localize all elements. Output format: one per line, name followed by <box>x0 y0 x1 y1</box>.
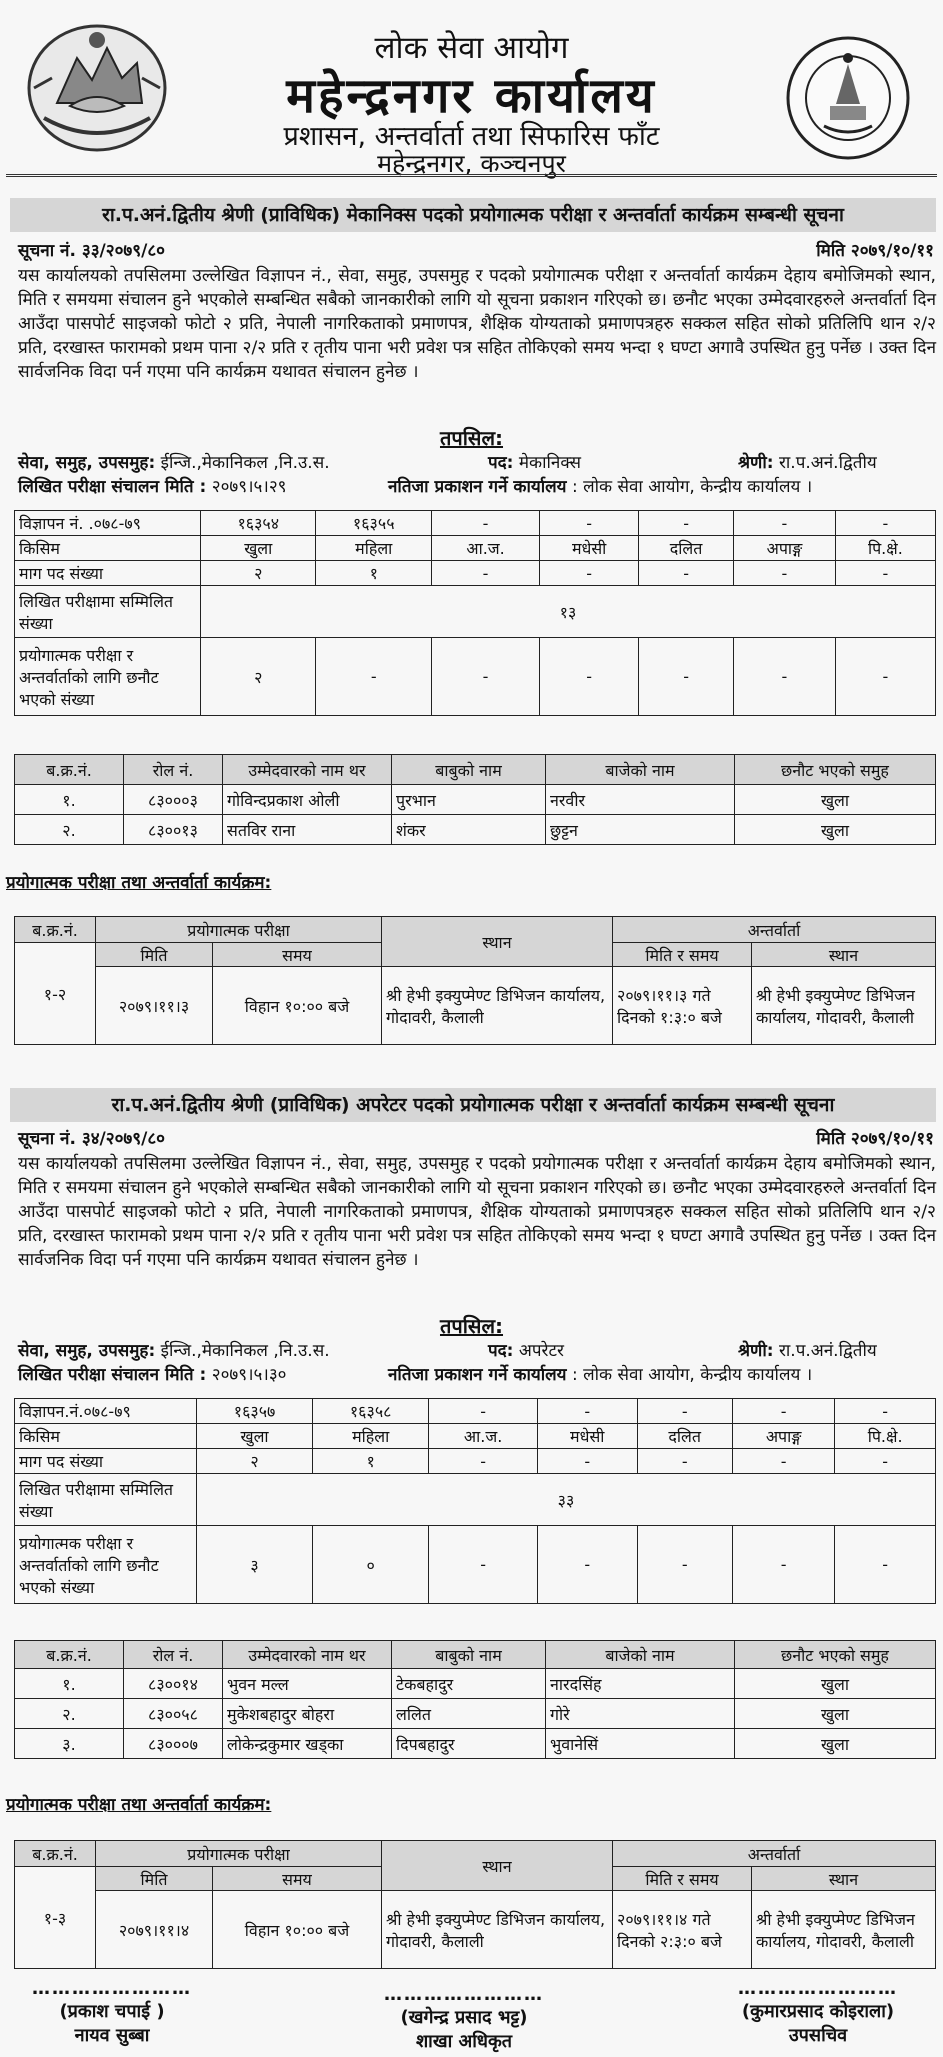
result-office-value: : लोक सेवा आयोग, केन्द्रीय कार्यालय । <box>571 1365 813 1385</box>
table-cell: २. <box>15 1699 124 1729</box>
exam-date-value: २०७९।५।३० <box>211 1365 287 1385</box>
table-cell: - <box>431 638 539 716</box>
column-header: मिति र समय <box>613 1867 752 1891</box>
table-cell: शंकर <box>392 815 546 845</box>
result-office-label: नतिजा प्रकाशन गर्ने कार्यालय <box>388 1365 567 1385</box>
table-cell: श्री हेभी इक्युप्मेण्ट डिभिजन कार्यालय, गोदावरी, कैलाली <box>382 967 613 1045</box>
table-cell: पुरभान <box>392 785 546 815</box>
table-cell: १६३५७ <box>197 1399 313 1424</box>
table-cell: ८३०००३ <box>124 785 223 815</box>
table-cell: खुला <box>735 1729 936 1759</box>
psc-seal-icon <box>784 34 912 162</box>
table-cell: श्री हेभी इक्युप्मेण्ट डिभिजन कार्यालय, गोदावरी, कैलाली <box>752 967 936 1045</box>
table-cell: - <box>537 1399 637 1424</box>
table-cell: मुकेशबहादुर बोहरा <box>223 1699 392 1729</box>
maag-row <box>15 561 936 586</box>
table-row <box>15 785 936 815</box>
table-cell: नरवीर <box>546 785 735 815</box>
table-cell: लिखित परीक्षामा सम्मिलित संख्या <box>15 586 201 638</box>
table-cell: - <box>540 561 639 586</box>
notice-ref-line <box>18 1126 934 1149</box>
table-cell: खुला <box>735 785 936 815</box>
column-header: रोल नं. <box>124 1641 223 1669</box>
column-header: मिति र समय <box>613 943 752 967</box>
commission-name: लोक सेवा आयोग <box>374 30 569 66</box>
table-cell: भुवानेसिं <box>546 1729 735 1759</box>
column-header: स्थान <box>382 1841 613 1891</box>
table-cell: - <box>734 561 836 586</box>
table-cell: १६३५८ <box>313 1399 429 1424</box>
table-cell: ३३ <box>197 1474 936 1526</box>
candidate-table <box>14 754 936 845</box>
table-cell: छुट्टन <box>546 815 735 845</box>
table-cell: २०७९।११।४ <box>96 1891 213 1969</box>
notice-date: मिति २०७९/१०/११ <box>816 241 934 261</box>
column-header: मिति <box>96 1867 213 1891</box>
likhit-row <box>15 1474 936 1526</box>
column-header: स्थान <box>382 917 613 967</box>
table-cell: - <box>637 1526 732 1604</box>
table-cell: - <box>637 1449 732 1474</box>
notice-title: रा.प.अनं.द्वितीय श्रेणी (प्राविधिक) मेकानिक्स पदको प्रयोगात्मक परीक्षा र अन्तर्वार्ता कार्यक्रम सम्बन्धी सूचना <box>10 198 936 232</box>
table-cell: आ.ज. <box>429 1424 538 1449</box>
table-cell: अपाङ्ग <box>734 536 836 561</box>
office-address: महेन्द्रनगर, कञ्चनपुर <box>377 149 566 178</box>
table-cell: अपाङ्ग <box>732 1424 834 1449</box>
table-cell: - <box>639 511 734 536</box>
signature-block-2 <box>354 1984 574 2053</box>
table-cell: महिला <box>316 536 431 561</box>
column-header: रोल नं. <box>124 755 223 785</box>
table-cell: माग पद संख्या <box>15 1449 197 1474</box>
table-cell: १६३५५ <box>316 511 431 536</box>
table-cell: किसिम <box>15 1424 197 1449</box>
seva-value: ईन्जि.,मेकानिकल ,नि.उ.स. <box>160 1341 330 1361</box>
signature-line: …………………… <box>384 1984 544 2005</box>
table-cell: खुला <box>735 1669 936 1699</box>
table-cell: दलित <box>637 1424 732 1449</box>
table-cell: मधेसी <box>537 1424 637 1449</box>
table-cell: ३ <box>197 1526 313 1604</box>
table-cell: - <box>429 1399 538 1424</box>
table-cell: गोरे <box>546 1699 735 1729</box>
schedule-header-row <box>15 1841 936 1867</box>
column-header: प्रयोगात्मक परीक्षा <box>96 1841 382 1867</box>
table-cell: श्री हेभी इक्युप्मेण्ट डिभिजन कार्यालय, गोदावरी, कैलाली <box>752 1891 936 1969</box>
table-cell: - <box>639 561 734 586</box>
section-name: प्रशासन, अन्तर्वार्ता तथा सिफारिस फाँट <box>283 121 660 152</box>
table-row <box>15 815 936 845</box>
table-cell: - <box>637 1399 732 1424</box>
table-row <box>15 1729 936 1759</box>
table-cell: २ <box>197 1449 313 1474</box>
exam-date-label: लिखित परीक्षा संचालन मिति : <box>18 477 207 497</box>
result-office-value: : लोक सेवा आयोग, केन्द्रीय कार्यालय । <box>571 477 813 497</box>
table-cell: १३ <box>201 586 936 638</box>
column-header: बाबुको नाम <box>392 755 546 785</box>
table-cell: - <box>732 1449 834 1474</box>
table-cell: - <box>734 638 836 716</box>
notice-number: सूचना नं. ३४/२०७९/८० <box>18 1129 165 1149</box>
maag-row <box>15 1449 936 1474</box>
adv-row <box>15 1399 936 1424</box>
table-cell: - <box>431 561 539 586</box>
table-cell: खुला <box>735 1699 936 1729</box>
table-cell: - <box>835 511 935 536</box>
table-cell: दिपबहादुर <box>392 1729 546 1759</box>
table-cell: टेकबहादुर <box>392 1669 546 1699</box>
column-header: छनौट भएको समुह <box>735 755 936 785</box>
table-cell: - <box>429 1526 538 1604</box>
column-header: ब.क्र.नं. <box>15 1641 124 1669</box>
table-cell: २०७९।११।३ <box>96 967 213 1045</box>
kisim-row <box>15 536 936 561</box>
tapsil-heading: तपसिल: <box>439 426 504 450</box>
table-cell: १ <box>313 1449 429 1474</box>
column-header: प्रयोगात्मक परीक्षा <box>96 917 382 943</box>
table-cell: खुला <box>197 1424 313 1449</box>
table-cell: महिला <box>313 1424 429 1449</box>
table-cell: १. <box>15 785 124 815</box>
column-header: समय <box>213 943 382 967</box>
table-cell: प्रयोगात्मक परीक्षा र अन्तर्वार्ताको लागि छनौट भएको संख्या <box>15 1526 197 1604</box>
signature-line: …………………… <box>32 1978 192 1999</box>
column-header: ब.क्र.नं. <box>15 755 124 785</box>
header-divider <box>6 174 937 177</box>
advertisement-table <box>14 1398 936 1604</box>
table-cell: - <box>537 1449 637 1474</box>
column-header: बाजेको नाम <box>546 755 735 785</box>
column-header: छनौट भएको समुह <box>735 1641 936 1669</box>
table-cell: १६३५४ <box>201 511 316 536</box>
schedule-header-row <box>15 917 936 943</box>
candidate-header-row <box>15 1641 936 1669</box>
column-header: स्थान <box>752 1867 936 1891</box>
table-cell: विज्ञापन.नं.०७८-७९ <box>15 1399 197 1424</box>
table-cell: दलित <box>639 536 734 561</box>
notice-date: मिति २०७९/१०/११ <box>816 1129 934 1149</box>
notice-ref-line <box>18 238 934 261</box>
table-cell: - <box>540 511 639 536</box>
table-cell: - <box>835 638 935 716</box>
signature-block-1 <box>2 1978 222 2047</box>
pad-label: पद: <box>488 453 514 473</box>
signatory-role: नायव सुब्बा <box>74 2025 150 2046</box>
table-cell: लिखित परीक्षामा सम्मिलित संख्या <box>15 1474 197 1526</box>
letterhead <box>0 0 943 178</box>
column-header: बाजेको नाम <box>546 1641 735 1669</box>
signatory-name: (खगेन्द्र प्रसाद भट्ट) <box>400 2007 528 2028</box>
chhanot-row <box>15 1526 936 1604</box>
table-cell: - <box>835 1526 936 1604</box>
tapsil-heading: तपसिल: <box>439 1314 504 1338</box>
exam-date-value: २०७९।५।२९ <box>211 477 287 497</box>
signature-block-3 <box>708 1978 928 2047</box>
signatory-role: शाखा अधिकृत <box>415 2031 513 2052</box>
notice-number: सूचना नं. ३३/२०७९/८० <box>18 241 165 261</box>
table-cell: ८३००१४ <box>124 1669 223 1699</box>
table-cell: ३. <box>15 1729 124 1759</box>
table-cell: २ <box>201 638 316 716</box>
pad-label: पद: <box>488 1341 514 1361</box>
table-row <box>15 1891 936 1969</box>
table-cell: - <box>429 1449 538 1474</box>
table-cell: प्रयोगात्मक परीक्षा र अन्तर्वार्ताको लागि छनौट भएको संख्या <box>15 638 201 716</box>
table-cell: १-२ <box>15 943 96 1045</box>
table-cell: २०७९।११।४ गते दिनको २:३:० बजे <box>613 1891 752 1969</box>
result-office-label: नतिजा प्रकाशन गर्ने कार्यालय <box>388 477 567 497</box>
schedule-heading: प्रयोगात्मक परीक्षा तथा अन्तर्वार्ता कार्यक्रम: <box>6 1795 272 1815</box>
table-cell: ८३००५८ <box>124 1699 223 1729</box>
column-header: उम्मेदवारको नाम थर <box>223 755 392 785</box>
column-header: मिति <box>96 943 213 967</box>
chhanot-row <box>15 638 936 716</box>
notice-body: यस कार्यालयको तपसिलमा उल्लेखित विज्ञापन नं., सेवा, समुह, उपसमुह र पदको प्रयोगात्मक परीक्षा र अन्तर्वार्ता कार्यक्रम देहाय बमोजिमको स्थान, मिति र समयमा संचालन हुने भएकोले सम्बन्धित सबैको जानकारीको लागि यो सूचना प्रकाशन गरिएको छ। छनौट भएका उम्मेदवारहरुले अन्तर्वार्ता दिन आउँदा पासपोर्ट साइजको फोटो २ प्रति, नेपाली नागरिकताको प्रमाणपत्र, शैक्षिक योग्यताको प्रमाणपत्रहरु सक्कल सहित सोको प्रतिलिपि थान २/२ प्रति, दरखास्त फारामको प्रथम पाना २/२ प्रति र तृतीय पाना भरी प्रवेश पत्र सहित तोकिएको समय भन्दा १ घण्टा अगावै उपस्थित हुनु पर्नेछ । उक्त दिन सार्वजनिक विदा पर्न गएमा पनि कार्यक्रम यथावत संचालन हुनेछ । <box>18 1154 936 1270</box>
table-cell: - <box>540 638 639 716</box>
table-cell: माग पद संख्या <box>15 561 201 586</box>
shreni-label: श्रेणी: <box>738 1341 774 1361</box>
table-cell: खुला <box>735 815 936 845</box>
schedule-table <box>14 1840 936 1969</box>
seva-label: सेवा, समुह, उपसमुह: <box>18 1341 156 1361</box>
table-cell: २०७९।११।३ गते दिनको १:३:० बजे <box>613 967 752 1045</box>
table-cell: - <box>835 1449 936 1474</box>
candidate-table <box>14 1640 936 1759</box>
column-header: ब.क्र.नं. <box>15 917 96 943</box>
table-cell: ललित <box>392 1699 546 1729</box>
table-cell: १-३ <box>15 1867 96 1969</box>
table-cell: - <box>734 511 836 536</box>
exam-date-label: लिखित परीक्षा संचालन मिति : <box>18 1365 207 1385</box>
table-cell: १. <box>15 1669 124 1699</box>
table-cell: किसिम <box>15 536 201 561</box>
schedule-heading: प्रयोगात्मक परीक्षा तथा अन्तर्वार्ता कार्यक्रम: <box>6 873 272 893</box>
table-cell: - <box>835 561 935 586</box>
signatory-role: उपसचिव <box>788 2025 848 2046</box>
table-cell: - <box>732 1526 834 1604</box>
table-cell: - <box>431 511 539 536</box>
table-cell: - <box>537 1526 637 1604</box>
column-header: बाबुको नाम <box>392 1641 546 1669</box>
table-cell: २. <box>15 815 124 845</box>
seva-label: सेवा, समुह, उपसमुह: <box>18 453 156 473</box>
shreni-value: रा.प.अनं.द्वितीय <box>778 1341 877 1361</box>
notice-body: यस कार्यालयको तपसिलमा उल्लेखित विज्ञापन नं., सेवा, समुह, उपसमुह र पदको प्रयोगात्मक परीक्षा र अन्तर्वार्ता कार्यक्रम देहाय बमोजिमको स्थान, मिति र समयमा संचालन हुने भएकोले सम्बन्धित सबैको जानकारीको लागि यो सूचना प्रकाशन गरिएको छ। छनौट भएका उम्मेदवारहरुले अन्तर्वार्ता दिन आउँदा पासपोर्ट साइजको फोटो २ प्रति, नेपाली नागरिकताको प्रमाणपत्र, शैक्षिक योग्यताको प्रमाणपत्रहरु सक्कल सहित सोको प्रतिलिपि थान २/२ प्रति, दरखास्त फारामको प्रथम पाना २/२ प्रति र तृतीय पाना भरी प्रवेश पत्र सहित तोकिएको समय भन्दा १ घण्टा अगावै उपस्थित हुनु पर्नेछ । उक्त दिन सार्वजनिक विदा पर्न गएमा पनि कार्यक्रम यथावत संचालन हुनेछ । <box>18 266 936 382</box>
table-cell: - <box>316 638 431 716</box>
table-row <box>15 1669 936 1699</box>
signatory-name: (कुमारप्रसाद कोइराला) <box>741 2001 895 2022</box>
table-cell: १ <box>316 561 431 586</box>
column-header: समय <box>213 1867 382 1891</box>
table-cell: श्री हेभी इक्युप्मेण्ट डिभिजन कार्यालय, गोदावरी, कैलाली <box>382 1891 613 1969</box>
table-cell: पि.क्षे. <box>835 1424 936 1449</box>
column-header: उम्मेदवारको नाम थर <box>223 1641 392 1669</box>
table-cell: २ <box>201 561 316 586</box>
column-header: स्थान <box>752 943 936 967</box>
signature-line: …………………… <box>738 1978 898 1999</box>
notice-title: रा.प.अनं.द्वितीय श्रेणी (प्राविधिक) अपरेटर पदको प्रयोगात्मक परीक्षा र अन्तर्वार्ता कार्यक्रम सम्बन्धी सूचना <box>10 1088 936 1122</box>
column-header: ब.क्र.नं. <box>15 1841 96 1867</box>
table-cell: ८३०००७ <box>124 1729 223 1759</box>
column-header: अन्तर्वार्ता <box>613 1841 936 1867</box>
table-cell: ० <box>313 1526 429 1604</box>
table-cell: भुवन मल्ल <box>223 1669 392 1699</box>
table-cell: - <box>732 1399 834 1424</box>
table-cell: आ.ज. <box>431 536 539 561</box>
table-cell: मधेसी <box>540 536 639 561</box>
table-cell: लोकेन्द्रकुमार खड्का <box>223 1729 392 1759</box>
candidate-header-row <box>15 755 936 785</box>
table-row <box>15 1699 936 1729</box>
office-name: महेन्द्रनगर कार्यालय <box>286 68 657 124</box>
adv-row <box>15 511 936 536</box>
pad-value: मेकानिक्स <box>518 453 582 473</box>
table-cell: सतविर राना <box>223 815 392 845</box>
advertisement-table <box>14 510 936 716</box>
table-cell: - <box>639 638 734 716</box>
table-cell: खुला <box>201 536 316 561</box>
table-cell: - <box>835 1399 936 1424</box>
shreni-label: श्रेणी: <box>738 453 774 473</box>
table-cell: विहान १०:०० बजे <box>213 1891 382 1969</box>
pad-value: अपरेटर <box>518 1341 565 1361</box>
kisim-row <box>15 1424 936 1449</box>
seva-value: ईन्जि.,मेकानिकल ,नि.उ.स. <box>160 453 330 473</box>
table-cell: पि.क्षे. <box>835 536 935 561</box>
table-cell: विहान १०:०० बजे <box>213 967 382 1045</box>
table-row <box>15 967 936 1045</box>
table-cell: गोविन्दप्रकाश ओली <box>223 785 392 815</box>
table-cell: नारदसिंह <box>546 1669 735 1699</box>
signatory-name: (प्रकाश चपाई ) <box>59 2001 165 2022</box>
schedule-table <box>14 916 936 1045</box>
column-header: अन्तर्वार्ता <box>613 917 936 943</box>
shreni-value: रा.प.अनं.द्वितीय <box>778 453 877 473</box>
table-cell: ८३००१३ <box>124 815 223 845</box>
likhit-row <box>15 586 936 638</box>
table-cell: विज्ञापन नं. .०७८-७९ <box>15 511 201 536</box>
